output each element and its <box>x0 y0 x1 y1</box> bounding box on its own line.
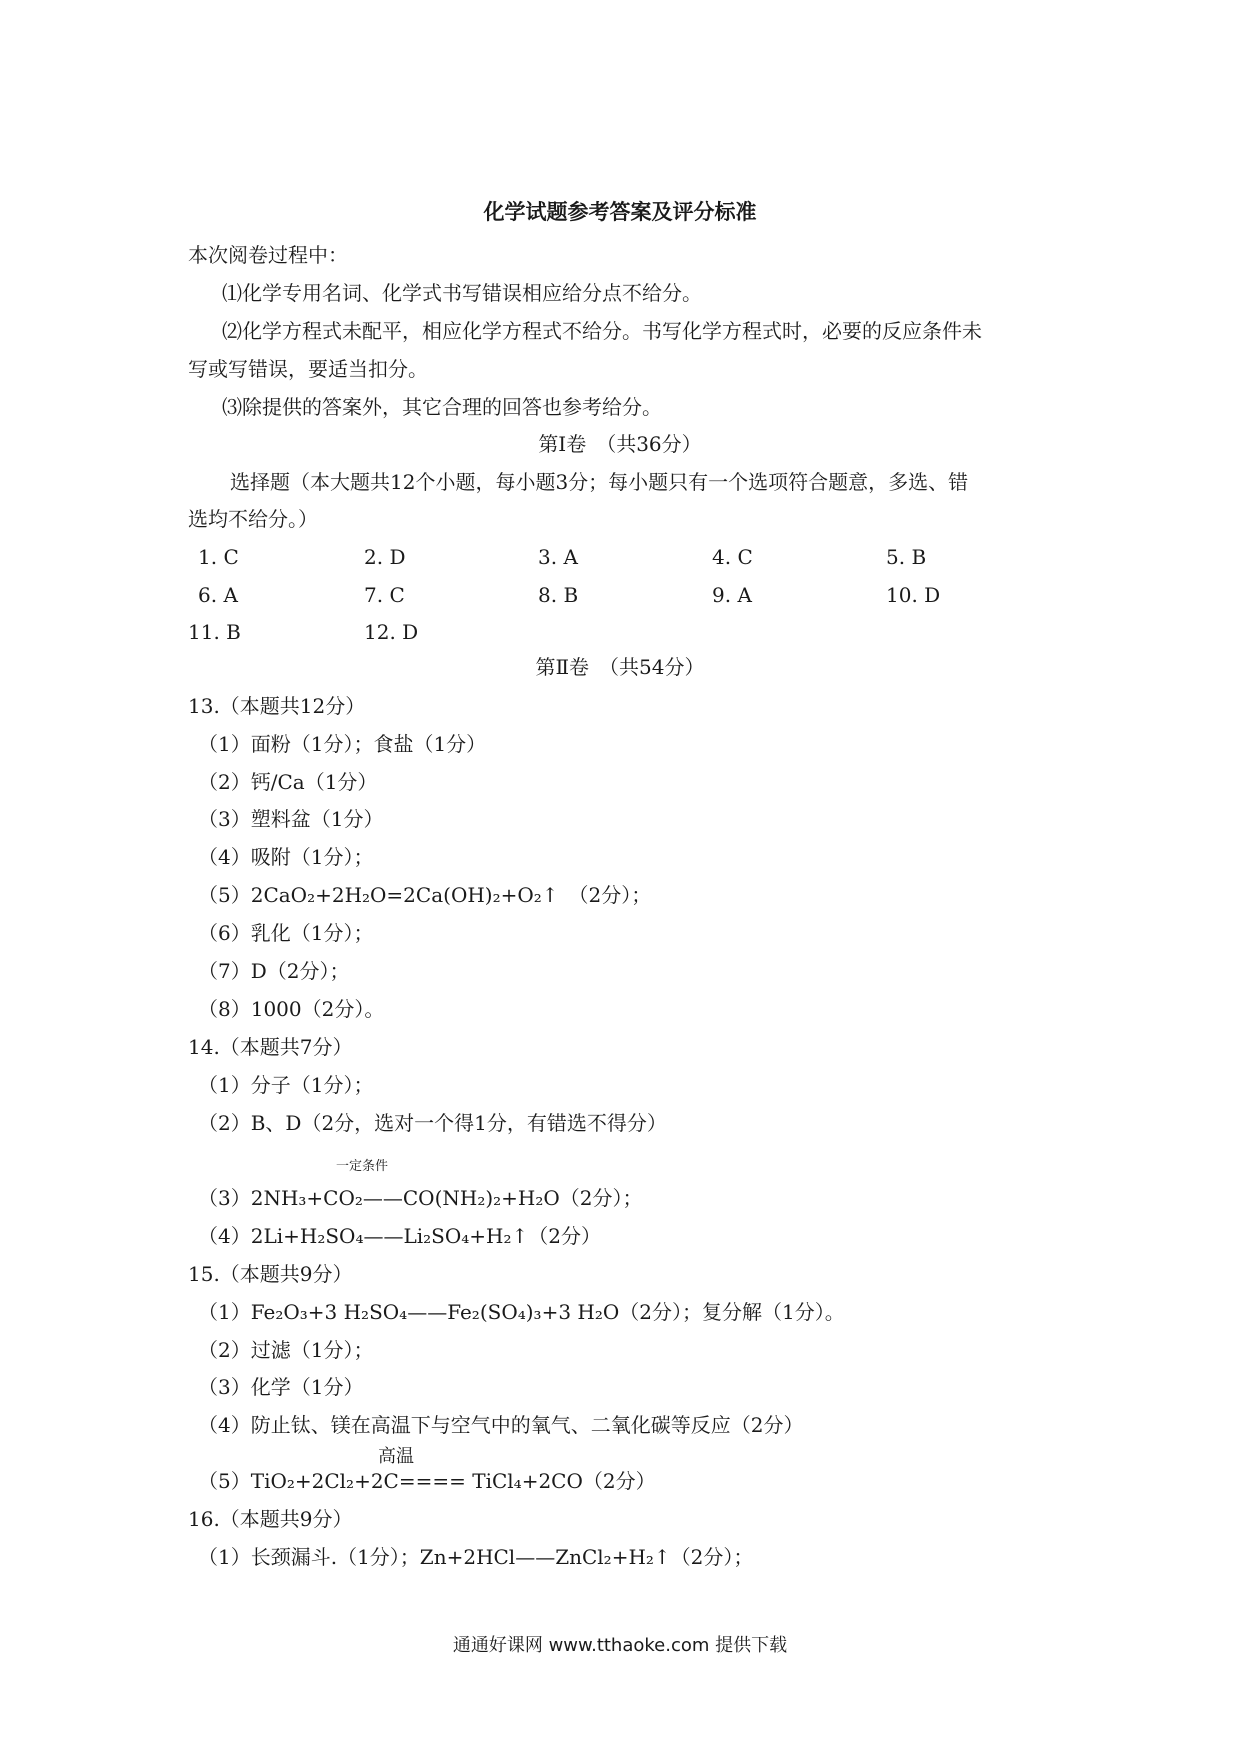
q14-answer-1: （1）分子（1分）； <box>198 1073 374 1097</box>
mc-answer: 7. C <box>364 583 405 607</box>
part1-header: 第Ⅰ卷 （共36分） <box>538 432 702 456</box>
q13-answer-2: （2）钙/Ca（1分） <box>198 770 378 794</box>
q13-answer-5: （5）2CaO₂+2H₂O=2Ca(OH)₂+O₂↑ （2分）； <box>198 883 652 907</box>
mc-answer: 6. A <box>198 583 238 607</box>
q13-answer-4: （4）吸附（1分）； <box>198 845 374 869</box>
q13-answer-6: （6）乳化（1分）； <box>198 921 374 945</box>
rule-3: ⑶除提供的答案外，其它合理的回答也参考给分。 <box>222 395 662 419</box>
q15-answer-1: （1）Fe₂O₃+3 H₂SO₄——Fe₂(SO₄)₃+3 H₂O（2分）；复分解（1分）。 <box>198 1300 845 1324</box>
q15-answer-3: （3）化学（1分） <box>198 1375 364 1399</box>
q14-answer-3: （3）2NH₃+CO₂——CO(NH₂)₂+H₂O（2分）； <box>198 1186 643 1210</box>
mc-answer: 8. B <box>538 583 579 607</box>
rule-2-cont: 写或写错误，要适当扣分。 <box>188 357 428 381</box>
q15-answer-2: （2）过滤（1分）； <box>198 1338 374 1362</box>
mc-answer: 5. B <box>886 545 927 569</box>
q13-answer-7: （7）D（2分）； <box>198 959 350 983</box>
mc-answer: 1. C <box>198 545 239 569</box>
mc-answer: 2. D <box>364 545 406 569</box>
reaction-condition: 一定条件 <box>336 1159 389 1174</box>
q13-header: 13.（本题共12分） <box>188 694 366 718</box>
mc-answer: 4. C <box>712 545 753 569</box>
mc-answer: 11. B <box>188 620 241 644</box>
q13-answer-8: （8）1000（2分）。 <box>198 997 385 1021</box>
q14-answer-4: （4）2Li+H₂SO₄——Li₂SO₄+H₂↑（2分） <box>198 1224 601 1248</box>
mc-instruction: 选择题（本大题共12个小题，每小题3分；每小题只有一个选项符合题意，多选、错 <box>230 470 969 494</box>
intro-text: 本次阅卷过程中： <box>188 243 348 267</box>
rule-2: ⑵化学方程式未配平，相应化学方程式不给分。书写化学方程式时，必要的反应条件未 <box>222 319 982 343</box>
q15-answer-4: （4）防止钛、镁在高温下与空气中的氧气、二氧化碳等反应（2分） <box>198 1413 804 1437</box>
mc-answer: 10. D <box>886 583 941 607</box>
q14-header: 14.（本题共7分） <box>188 1035 353 1059</box>
q16-answer-1: （1）长颈漏斗.（1分）；Zn+2HCl——ZnCl₂+H₂↑（2分）； <box>198 1545 754 1569</box>
q14-answer-2: （2）B、D（2分，选对一个得1分，有错选不得分） <box>198 1111 667 1135</box>
page-title: 化学试题参考答案及评分标准 <box>483 200 757 224</box>
mc-instruction-cont: 选均不给分。） <box>188 507 318 531</box>
part2-header: 第Ⅱ卷 （共54分） <box>535 655 705 679</box>
mc-answer: 3. A <box>538 545 578 569</box>
q16-header: 16.（本题共9分） <box>188 1507 353 1531</box>
mc-answer: 9. A <box>712 583 752 607</box>
q13-answer-1: （1）面粉（1分）；食盐（1分） <box>198 732 487 756</box>
q15-answer-5: （5）TiO₂+2Cl₂+2C==== TiCl₄+2CO（2分） <box>198 1469 656 1493</box>
rule-1: ⑴化学专用名词、化学式书写错误相应给分点不给分。 <box>222 281 702 305</box>
reaction-condition: 高温 <box>378 1446 414 1467</box>
footer-source: 通通好课网 www.tthaoke.com 提供下载 <box>452 1635 788 1656</box>
q15-header: 15.（本题共9分） <box>188 1262 353 1286</box>
q13-answer-3: （3）塑料盆（1分） <box>198 807 384 831</box>
mc-answer: 12. D <box>364 620 419 644</box>
